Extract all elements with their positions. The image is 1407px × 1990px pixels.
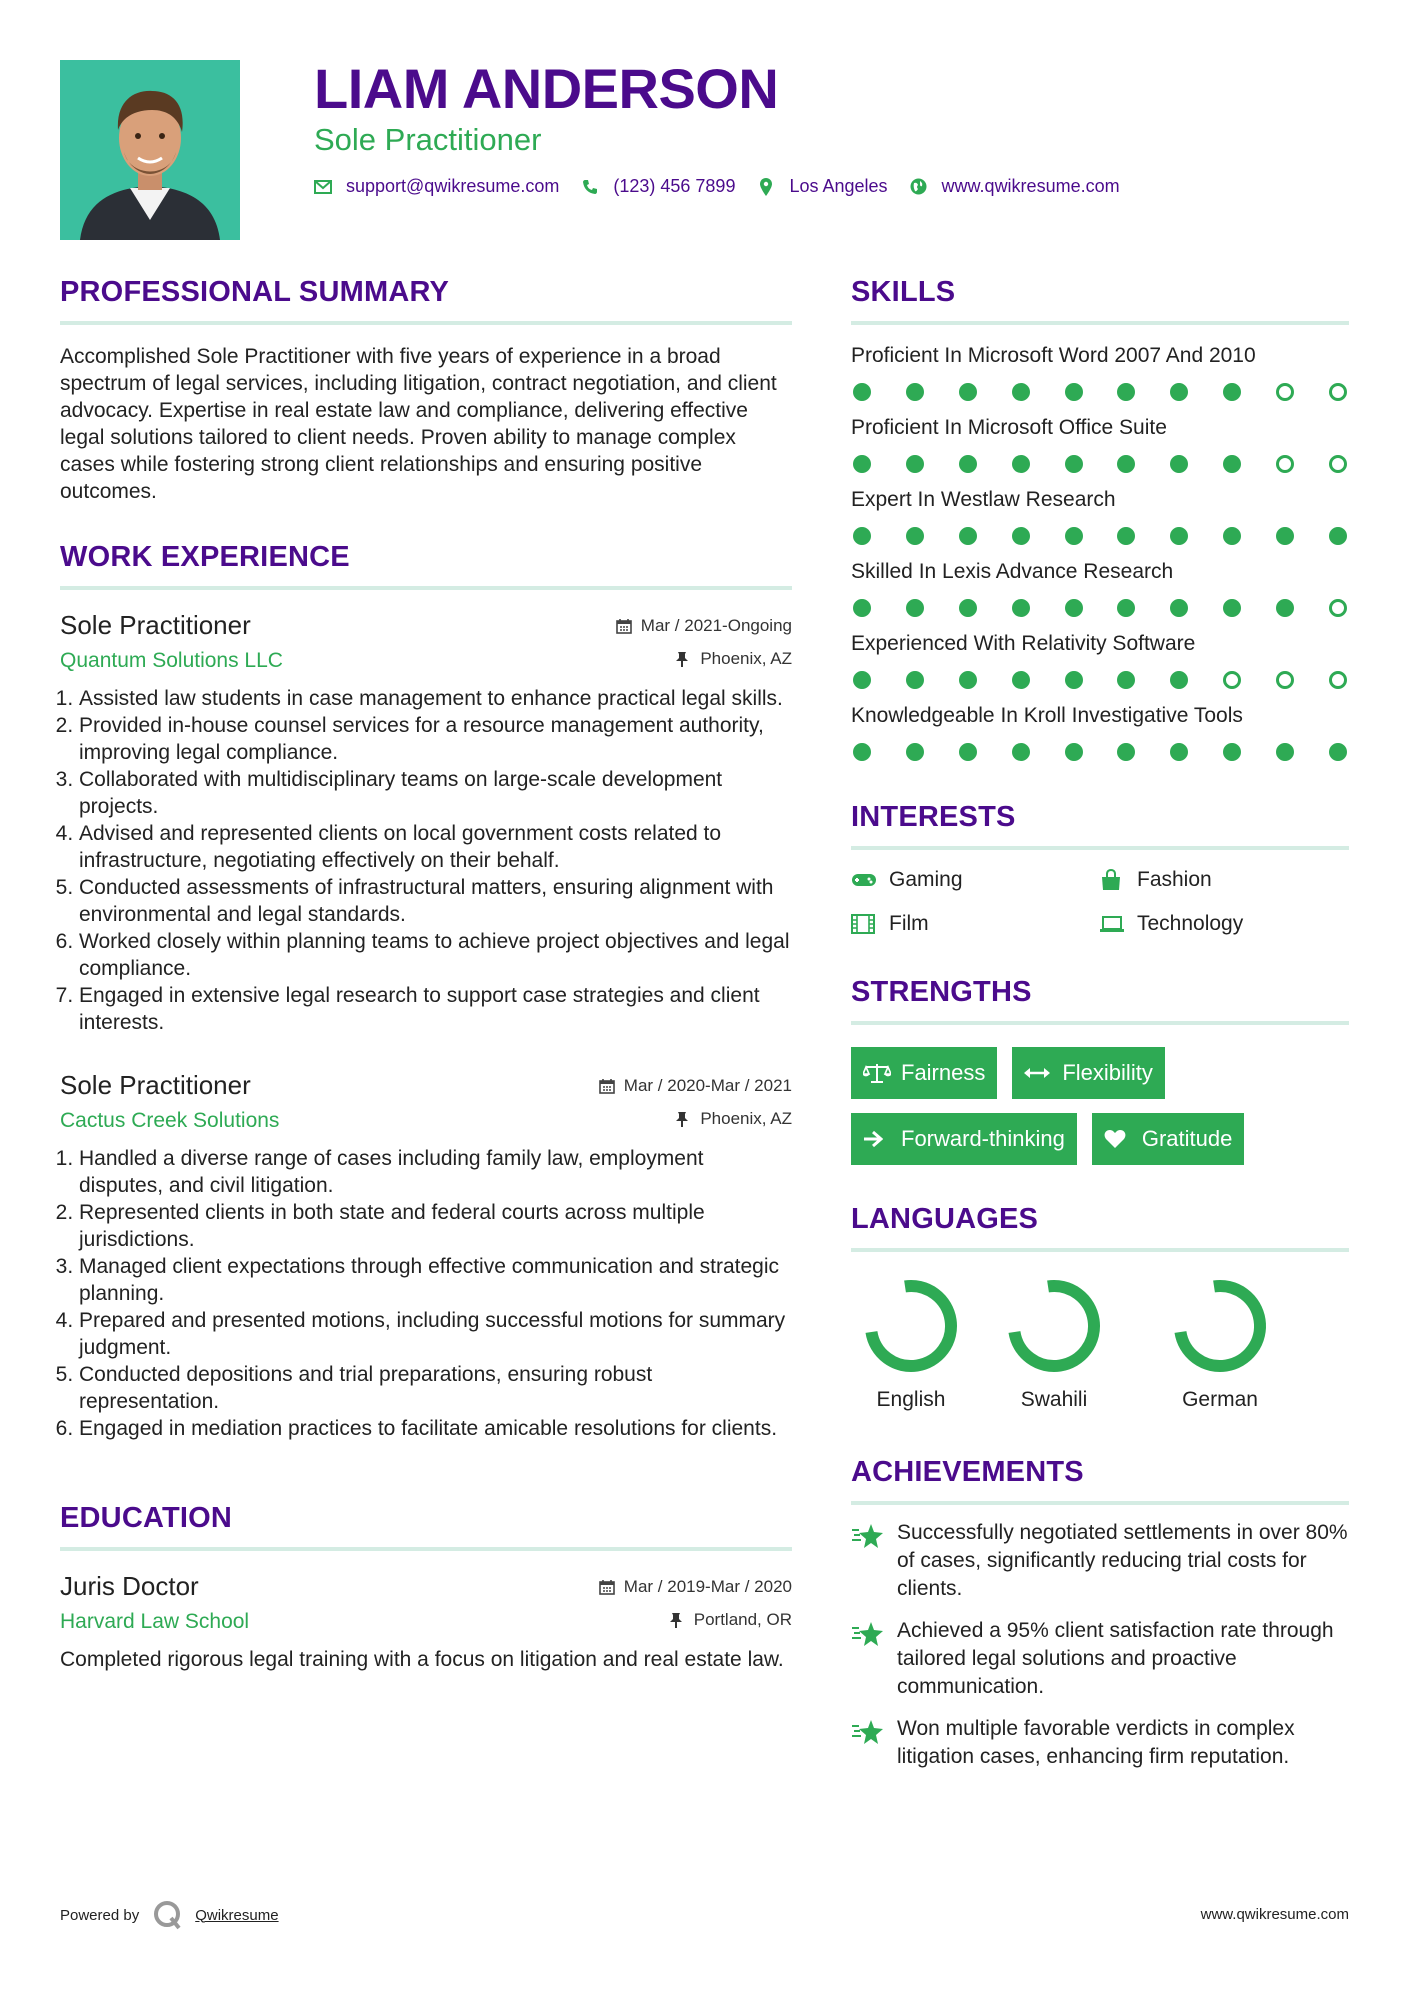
achievement-text: Successfully negotiated settlements in over 80% of cases, significantly reducing trial costs for clients. [897, 1521, 1348, 1600]
section-divider [851, 321, 1349, 325]
rating-dot-filled [1170, 383, 1188, 401]
list-item: 4. Prepared and presented motions, including successful motions for summary judgment. [79, 1307, 792, 1361]
rating-dot-filled [1276, 743, 1294, 761]
profile-photo [60, 60, 240, 240]
education-description: Completed rigorous legal training with a focus on litigation and real estate law. [60, 1648, 784, 1671]
interest-label: Technology [1137, 912, 1244, 935]
rating-dot-filled [1223, 383, 1241, 401]
strengths-list [851, 1047, 1349, 1165]
contact-email[interactable] [314, 176, 559, 197]
interest-gaming [851, 868, 1099, 892]
rating-dot-filled [1223, 743, 1241, 761]
phone-icon [581, 178, 599, 196]
rating-dot-filled [906, 743, 924, 761]
contact-website[interactable] [910, 176, 1120, 197]
rating-dot-filled [1276, 527, 1294, 545]
location-text: Los Angeles [789, 176, 888, 196]
rating-dot-filled [1117, 599, 1135, 617]
rating-dot-empty [1329, 599, 1347, 617]
rating-dot-filled [1117, 527, 1135, 545]
laptop-icon [1099, 913, 1125, 935]
section-divider [851, 1248, 1349, 1252]
rating-dot-filled [959, 671, 977, 689]
language-label: English [876, 1388, 946, 1411]
calendar-icon [599, 1078, 615, 1094]
job-location-text: Phoenix, AZ [700, 649, 792, 668]
strength-label: Gratitude [1141, 1126, 1233, 1151]
skill-item [851, 487, 1349, 545]
rating-dot-filled [959, 599, 977, 617]
shopping-bag-icon [1099, 869, 1125, 891]
language-item [1137, 1278, 1303, 1412]
calendar-icon [599, 1579, 615, 1595]
list-item: 1. Handled a diverse range of cases including family law, employment disputes, and civil litigation. [79, 1145, 792, 1199]
contact-phone[interactable] [581, 176, 735, 197]
achievements-section [851, 1456, 1349, 1771]
map-marker-icon [757, 178, 775, 196]
strength-chip [851, 1047, 997, 1099]
education-location-text: Portland, OR [693, 1610, 792, 1629]
arrow-right-icon [863, 1128, 891, 1150]
strength-label: Fairness [901, 1060, 986, 1085]
language-label: Swahili [1020, 1388, 1088, 1411]
interest-label: Fashion [1137, 868, 1212, 891]
section-divider [851, 1501, 1349, 1505]
skill-rating [851, 671, 1349, 689]
rating-dot-filled [959, 455, 977, 473]
strength-label: Forward-thinking [901, 1126, 1065, 1151]
rating-dot-empty [1276, 455, 1294, 473]
achievement-text: Won multiple favorable verdicts in complex litigation cases, enhancing firm reputation. [897, 1717, 1295, 1768]
candidate-title: Sole Practitioner [314, 122, 542, 157]
rating-dot-empty [1329, 455, 1347, 473]
skill-rating [851, 455, 1349, 473]
strength-chip [851, 1113, 1077, 1165]
interest-label: Gaming [889, 868, 963, 891]
pin-icon [669, 1612, 685, 1628]
rating-dot-filled [959, 527, 977, 545]
strengths-heading: STRENGTHS [851, 976, 1032, 1008]
rating-dot-filled [853, 455, 871, 473]
rating-dot-filled [1117, 455, 1135, 473]
skill-rating [851, 743, 1349, 761]
job-location-text: Phoenix, AZ [700, 1109, 792, 1128]
rating-dot-filled [853, 527, 871, 545]
strength-chip [1092, 1113, 1245, 1165]
job-entry [60, 1070, 792, 1442]
list-item: 4. Advised and represented clients on local government costs related to infrastructure, negotiating effectively on their behalf. [79, 820, 792, 874]
film-icon [851, 913, 877, 935]
list-item: 6. Engaged in mediation practices to facilitate amicable resolutions for clients. [79, 1415, 792, 1442]
rating-dot-filled [906, 671, 924, 689]
candidate-name: LIAM ANDERSON [314, 57, 779, 120]
brand-link[interactable]: Qwikresume [195, 1906, 279, 1924]
pin-icon [675, 1111, 691, 1127]
qwikresume-logo-icon [153, 1900, 183, 1930]
skills-heading: SKILLS [851, 276, 956, 308]
powered-by-text: Powered by [60, 1906, 140, 1924]
job-date-text: Mar / 2021-Ongoing [640, 616, 792, 635]
star-trophy-icon [851, 1717, 885, 1747]
rating-dot-empty [1276, 671, 1294, 689]
rating-dot-filled [1012, 527, 1030, 545]
list-item: 5. Conducted assessments of infrastructural matters, ensuring alignment with environmental and legal standards. [79, 874, 792, 928]
rating-dot-empty [1276, 383, 1294, 401]
list-item: 7. Engaged in extensive legal research to support case strategies and client interests. [79, 982, 792, 1036]
achievement-item [851, 1519, 1349, 1603]
summary-section [60, 276, 792, 505]
skill-item [851, 415, 1349, 473]
interest-film [851, 912, 1099, 936]
skill-item [851, 559, 1349, 617]
phone-text: (123) 456 7899 [613, 176, 736, 196]
experience-heading: WORK EXPERIENCE [60, 541, 350, 573]
achievement-text: Achieved a 95% client satisfaction rate through tailored legal solutions and proactive communication. [897, 1619, 1334, 1698]
list-item: 5. Conducted depositions and trial preparations, ensuring robust representation. [79, 1361, 792, 1415]
rating-dot-filled [1065, 599, 1083, 617]
rating-dot-filled [1065, 455, 1083, 473]
rating-dot-filled [1117, 671, 1135, 689]
skill-rating [851, 599, 1349, 617]
rating-dot-empty [1329, 671, 1347, 689]
job-date [599, 1076, 792, 1096]
section-divider [60, 586, 792, 590]
education-date-text: Mar / 2019-Mar / 2020 [623, 1577, 792, 1596]
interest-technology [1099, 912, 1349, 936]
strength-chip [1012, 1047, 1164, 1099]
footer-website[interactable]: www.qwikresume.com [1200, 1906, 1349, 1923]
skill-label: Knowledgeable In Kroll Investigative Tools [851, 704, 1243, 727]
list-item: 2. Provided in-house counsel services for a resource management authority, improving legal compliance. [79, 712, 792, 766]
language-label: German [1182, 1388, 1258, 1411]
contact-location [757, 176, 887, 197]
languages-list [851, 1278, 1349, 1412]
envelope-icon [314, 178, 332, 196]
right-column [851, 276, 1349, 1771]
skill-rating [851, 383, 1349, 401]
language-level-ring [1006, 1278, 1102, 1374]
section-divider [851, 846, 1349, 850]
interest-label: Film [889, 912, 929, 935]
job-company: Cactus Creek Solutions [60, 1109, 280, 1132]
summary-heading: PROFESSIONAL SUMMARY [60, 276, 450, 308]
skill-label: Proficient In Microsoft Office Suite [851, 416, 1167, 439]
list-item: 2. Represented clients in both state and federal courts across multiple jurisdictions. [79, 1199, 792, 1253]
heart-icon [1104, 1128, 1132, 1150]
rating-dot-filled [1012, 743, 1030, 761]
rating-dot-filled [1329, 743, 1347, 761]
rating-dot-filled [1065, 383, 1083, 401]
achievements-list [851, 1519, 1349, 1771]
rating-dot-filled [853, 743, 871, 761]
education-location [669, 1610, 792, 1630]
interests-section [851, 801, 1349, 936]
language-level-ring [1172, 1278, 1268, 1374]
section-divider [60, 321, 792, 325]
balance-scale-icon [863, 1062, 891, 1084]
contact-bar [314, 176, 1142, 197]
rating-dot-filled [1170, 455, 1188, 473]
job-location [675, 649, 792, 669]
strengths-section [851, 976, 1349, 1165]
interests-list [851, 868, 1349, 936]
education-date [599, 1577, 792, 1597]
list-item: 3. Collaborated with multidisciplinary teams on large-scale development projects. [79, 766, 792, 820]
skills-list [851, 343, 1349, 761]
skill-label: Proficient In Microsoft Word 2007 And 2010 [851, 344, 1256, 367]
rating-dot-filled [1012, 455, 1030, 473]
experience-section [60, 541, 792, 1442]
rating-dot-filled [1223, 455, 1241, 473]
rating-dot-filled [1065, 527, 1083, 545]
skill-item [851, 703, 1349, 761]
list-item: 1. Assisted law students in case management to enhance practical legal skills. [79, 685, 792, 712]
languages-heading: LANGUAGES [851, 1203, 1039, 1235]
interests-heading: INTERESTS [851, 801, 1016, 833]
rating-dot-filled [1117, 743, 1135, 761]
rating-dot-empty [1223, 671, 1241, 689]
skill-label: Skilled In Lexis Advance Research [851, 560, 1174, 583]
rating-dot-filled [1117, 383, 1135, 401]
rating-dot-filled [1170, 527, 1188, 545]
rating-dot-filled [906, 455, 924, 473]
rating-dot-filled [959, 743, 977, 761]
achievement-item [851, 1715, 1349, 1771]
school-name: Harvard Law School [60, 1610, 250, 1633]
education-section [60, 1502, 792, 1673]
achievement-item [851, 1617, 1349, 1701]
rating-dot-filled [853, 599, 871, 617]
language-item [851, 1278, 971, 1412]
rating-dot-filled [853, 383, 871, 401]
summary-text: Accomplished Sole Practitioner with five years of experience in a broad spectrum of legal services, including litigation, contract negotiation, and client advocacy. Expertise in real estate law and compliance, delivering effective legal solutions tailored to client needs. Proven ability to manage complex cases while fostering strong client relationships and ensuring positive outcomes. [60, 345, 777, 503]
rating-dot-filled [1065, 671, 1083, 689]
rating-dot-filled [1276, 599, 1294, 617]
skill-item [851, 343, 1349, 401]
pin-icon [675, 651, 691, 667]
rating-dot-filled [1012, 599, 1030, 617]
globe-icon [910, 178, 928, 196]
languages-section [851, 1203, 1349, 1412]
degree-title: Juris Doctor [60, 1571, 199, 1601]
rating-dot-filled [1170, 599, 1188, 617]
list-item: 3. Managed client expectations through effective communication and strategic planning. [79, 1253, 792, 1307]
rating-dot-empty [1329, 383, 1347, 401]
interest-fashion [1099, 868, 1349, 892]
rating-dot-filled [1170, 743, 1188, 761]
job-entry [60, 610, 792, 1036]
rating-dot-filled [906, 383, 924, 401]
skill-rating [851, 527, 1349, 545]
website-text: www.qwikresume.com [941, 176, 1120, 196]
skill-item [851, 631, 1349, 689]
job-bullets [60, 685, 792, 1036]
gamepad-icon [851, 869, 877, 891]
skill-label: Expert In Westlaw Research [851, 488, 1116, 511]
rating-dot-filled [1223, 599, 1241, 617]
email-text: support@qwikresume.com [346, 176, 560, 196]
job-title: Sole Practitioner [60, 1070, 251, 1100]
list-item: 6. Worked closely within planning teams to achieve project objectives and legal compliance. [79, 928, 792, 982]
star-trophy-icon [851, 1521, 885, 1551]
rating-dot-filled [1012, 671, 1030, 689]
job-title: Sole Practitioner [60, 610, 251, 640]
calendar-icon [616, 618, 632, 634]
education-heading: EDUCATION [60, 1502, 233, 1534]
language-item [971, 1278, 1137, 1412]
rating-dot-filled [959, 383, 977, 401]
job-location [675, 1109, 792, 1129]
rating-dot-filled [853, 671, 871, 689]
skill-label: Experienced With Relativity Software [851, 632, 1196, 655]
job-company: Quantum Solutions LLC [60, 649, 283, 672]
rating-dot-filled [906, 599, 924, 617]
strength-label: Flexibility [1062, 1060, 1153, 1085]
skills-section [851, 276, 1349, 761]
section-divider [60, 1547, 792, 1551]
arrows-horizontal-icon [1024, 1062, 1052, 1084]
footer-powered-by [60, 1900, 279, 1930]
left-column [60, 276, 792, 1673]
rating-dot-filled [1170, 671, 1188, 689]
section-divider [851, 1021, 1349, 1025]
rating-dot-filled [906, 527, 924, 545]
rating-dot-filled [1223, 527, 1241, 545]
rating-dot-filled [1329, 527, 1347, 545]
job-bullets [60, 1145, 792, 1442]
job-date [616, 616, 792, 636]
language-level-ring [863, 1278, 959, 1374]
star-trophy-icon [851, 1619, 885, 1649]
education-entry [60, 1571, 792, 1673]
rating-dot-filled [1065, 743, 1083, 761]
achievements-heading: ACHIEVEMENTS [851, 1456, 1084, 1488]
job-date-text: Mar / 2020-Mar / 2021 [623, 1076, 792, 1095]
rating-dot-filled [1012, 383, 1030, 401]
